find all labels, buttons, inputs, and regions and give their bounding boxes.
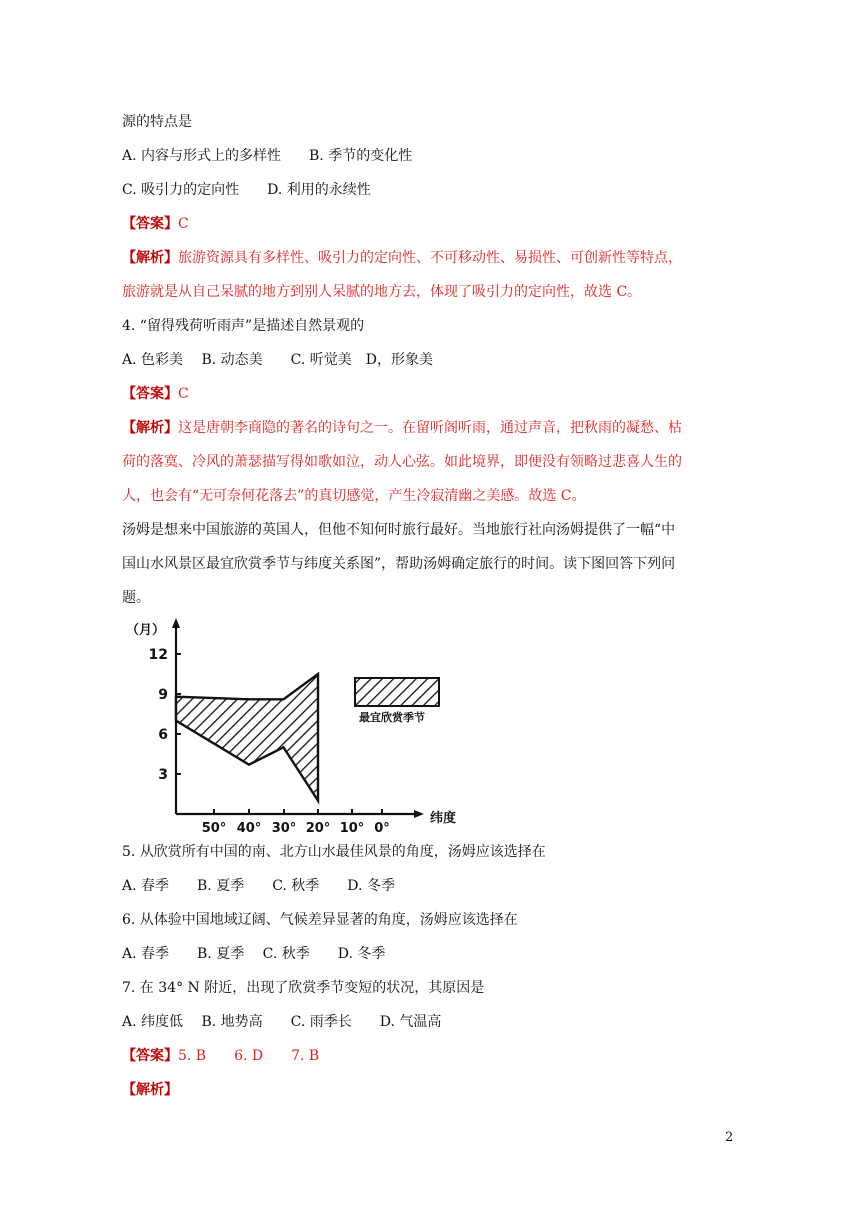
- x-tick-label: 20°: [305, 821, 331, 836]
- q5-stem: 5. 从欣赏所有中国的南、北方山水最佳风景的角度，汤姆应该选择在: [122, 844, 546, 860]
- y-tick-label: 12: [148, 647, 168, 663]
- q4-stem: 4. “留得残荷听雨声”是描述自然景观的: [122, 318, 365, 334]
- explain-text: 这是唐朝李商隐的著名的诗句之一。在留听阁听雨，通过声音，把秋雨的凝愁、枯: [178, 420, 682, 436]
- q567-explain: [122, 1080, 178, 1100]
- q3-explain-line-2: 旅游就是从自己呆腻的地方到别人呆腻的地方去，体现了吸引力的定向性，故选 C。: [122, 284, 642, 300]
- answer-label: 【答案】: [122, 386, 178, 402]
- x-tick-label: 30°: [271, 821, 297, 836]
- explain-text: 旅游资源具有多样性、吸引力的定向性、不可移动性、易损性、可创新性等特点，: [178, 250, 682, 266]
- q6-options: A. 春季 B. 夏季 C. 秋季 D. 冬季: [122, 946, 386, 962]
- x-tick-label: 50°: [201, 821, 227, 836]
- q5-options: A. 春季 B. 夏季 C. 秋季 D. 冬季: [122, 878, 395, 894]
- answer-value: C: [178, 386, 189, 402]
- q6-stem: 6. 从体验中国地域辽阔、气候差异显著的角度，汤姆应该选择在: [122, 912, 518, 928]
- q3-answer: [122, 214, 189, 234]
- intro-line-1: 汤姆是想来中国旅游的英国人，但他不知何时旅行最好。当地旅行社向汤姆提供了一幅“中: [122, 522, 676, 538]
- answer-label: 【答案】: [122, 216, 178, 232]
- legend-swatch: [355, 678, 439, 706]
- text-line: 源的特点是: [122, 114, 192, 130]
- x-tick-label: 40°: [236, 821, 262, 836]
- y-tick-label: 3: [158, 767, 168, 783]
- answer-value: C: [178, 216, 189, 232]
- explain-label: 【解析】: [122, 1082, 178, 1098]
- x-axis-label: 纬度: [430, 811, 457, 826]
- q567-answer: [122, 1046, 319, 1066]
- x-tick-label: 10°: [339, 821, 365, 836]
- season-band-area: [176, 674, 318, 801]
- intro-line-2: 国山水风景区最宜欣赏季节与纬度关系图”，帮助汤姆确定旅行的时间。读下图回答下列问: [122, 556, 676, 572]
- q3-explain-line-1: [122, 248, 682, 268]
- answer-value: 5. B 6. D 7. B: [178, 1048, 320, 1064]
- page-number: 2: [725, 1130, 734, 1145]
- y-tick-label: 9: [158, 687, 168, 703]
- y-axis-arrow: [172, 618, 180, 628]
- q3-options-ab: A. 内容与形式上的多样性 B. 季节的变化性: [122, 148, 413, 164]
- x-axis-arrow: [414, 810, 424, 818]
- q7-stem: 7. 在 34° N 附近，出现了欣赏季节变短的状况，其原因是: [122, 980, 485, 996]
- q4-explain-line-1: [122, 418, 682, 438]
- q3-options-cd: C. 吸引力的定向性 D. 利用的永续性: [122, 182, 371, 198]
- y-axis-label: （月）: [126, 623, 166, 638]
- chart-legend: [355, 678, 439, 724]
- answer-label: 【答案】: [122, 1048, 178, 1064]
- q7-options: A. 纬度低 B. 地势高 C. 雨季长 D. 气温高: [122, 1014, 442, 1030]
- q4-answer: [122, 384, 189, 404]
- legend-label: 最宜欣赏季节: [359, 711, 425, 724]
- intro-line-3: 题。: [122, 590, 150, 606]
- y-tick-label: 6: [158, 727, 168, 743]
- latitude-season-chart: [118, 614, 478, 839]
- q4-options: A. 色彩美 B. 动态美 C. 听觉美 D，形象美: [122, 352, 433, 368]
- explain-label: 【解析】: [122, 250, 178, 266]
- q4-explain-line-3: 人，也会有“无可奈何花落去”的真切感觉，产生冷寂清幽之美感。故选 C。: [122, 488, 586, 504]
- q4-explain-line-2: 荷的落寞、冷风的萧瑟描写得如歌如泣，动人心弦。如此境界，即便没有领略过悲喜人生的: [122, 454, 682, 470]
- explain-label: 【解析】: [122, 420, 178, 436]
- x-tick-label: 0°: [374, 821, 390, 836]
